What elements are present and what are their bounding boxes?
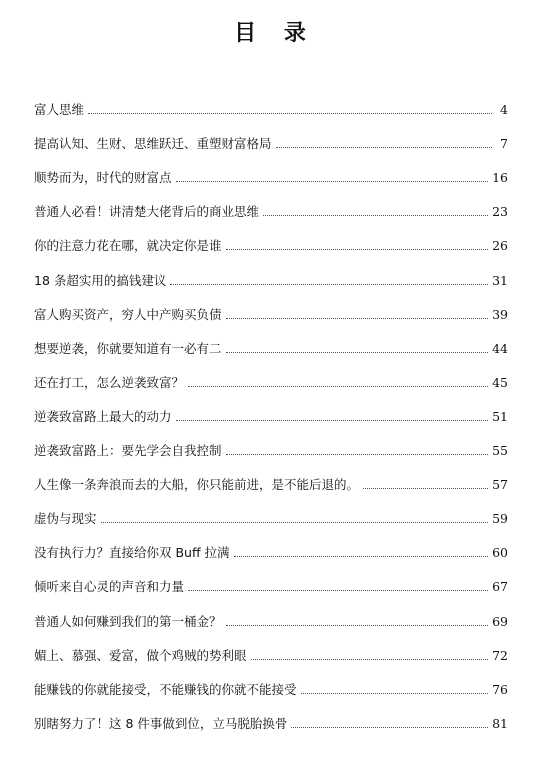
dot-leader xyxy=(88,112,492,114)
toc-entry-page-number: 45 xyxy=(492,374,508,390)
toc-entry-title: 人生像一条奔浪而去的大船，你只能前进，是不能后退的。 xyxy=(34,477,360,493)
toc-entry[interactable] xyxy=(34,425,508,459)
dot-leader xyxy=(226,624,489,626)
dot-leader xyxy=(301,692,489,694)
toc-entry-page-number: 4 xyxy=(500,102,508,118)
toc-entry-page-number: 39 xyxy=(492,306,508,322)
toc-entry-page-number: 26 xyxy=(492,238,508,254)
toc-entry-page-number: 76 xyxy=(492,681,508,697)
toc-entry-title: 别瞎努力了！这 8 件事做到位，立马脱胎换骨 xyxy=(34,715,288,731)
dot-leader xyxy=(226,351,489,353)
toc-entry-title: 顺势而为，时代的财富点 xyxy=(34,170,172,186)
toc-entry-page-number: 23 xyxy=(492,204,508,220)
toc-entry[interactable] xyxy=(34,595,508,629)
dot-leader xyxy=(234,555,489,557)
toc-entry-title: 没有执行力？直接给你双 Buff 拉满 xyxy=(34,545,230,561)
toc-entry-page-number: 51 xyxy=(492,408,508,424)
dot-leader xyxy=(188,385,488,387)
toc-entry[interactable] xyxy=(34,459,508,493)
toc-entry[interactable] xyxy=(34,152,508,186)
toc-entry[interactable] xyxy=(34,630,508,664)
toc-entry-title: 富人思维 xyxy=(34,102,85,118)
toc-entry[interactable] xyxy=(34,84,508,118)
dot-leader xyxy=(276,146,492,148)
toc-entry-title: 虚伪与现实 xyxy=(34,511,97,527)
toc-entry-title: 逆袭致富路上：要先学会自我控制 xyxy=(34,443,222,459)
toc-entry-page-number: 60 xyxy=(492,545,508,561)
toc-entry[interactable] xyxy=(34,391,508,425)
dot-leader xyxy=(363,487,488,489)
dot-leader xyxy=(226,317,489,319)
toc-entry[interactable] xyxy=(34,357,508,391)
toc-entry-title: 倾听来自心灵的声音和力量 xyxy=(34,579,185,595)
toc-entry-title: 18 条超实用的搞钱建议 xyxy=(34,272,167,288)
toc-entry-page-number: 7 xyxy=(500,136,508,152)
dot-leader xyxy=(101,521,489,523)
dot-leader xyxy=(226,248,489,250)
toc-entry[interactable] xyxy=(34,289,508,323)
toc-entry-title: 普通人必看！讲清楚大佬背后的商业思维 xyxy=(34,204,260,220)
toc-entry-page-number: 67 xyxy=(492,579,508,595)
toc-entry-page-number: 44 xyxy=(492,340,508,356)
toc-entry[interactable] xyxy=(34,664,508,698)
table-of-contents xyxy=(34,84,508,732)
toc-entry[interactable] xyxy=(34,527,508,561)
toc-entry-title: 你的注意力花在哪，就决定你是谁 xyxy=(34,238,222,254)
toc-entry-title: 还在打工，怎么逆袭致富？ xyxy=(34,374,185,390)
toc-entry-title: 普通人如何赚到我们的第一桶金？ xyxy=(34,613,222,629)
toc-entry[interactable] xyxy=(34,323,508,357)
dot-leader xyxy=(176,180,489,182)
toc-entry[interactable] xyxy=(34,493,508,527)
toc-entry[interactable] xyxy=(34,698,508,732)
dot-leader xyxy=(263,214,488,216)
toc-entry-page-number: 57 xyxy=(492,477,508,493)
toc-entry-title: 想要逆袭，你就要知道有一必有二 xyxy=(34,340,222,356)
toc-entry-title: 富人购买资产，穷人中产购买负债 xyxy=(34,306,222,322)
toc-entry-title: 逆袭致富路上最大的动力 xyxy=(34,408,172,424)
page-title: 目 录 xyxy=(234,20,316,46)
toc-entry[interactable] xyxy=(34,186,508,220)
dot-leader xyxy=(226,453,489,455)
toc-entry[interactable] xyxy=(34,118,508,152)
toc-entry-page-number: 72 xyxy=(492,647,508,663)
dot-leader xyxy=(170,283,488,285)
toc-entry[interactable] xyxy=(34,254,508,288)
dot-leader xyxy=(188,589,488,591)
toc-entry-page-number: 55 xyxy=(492,443,508,459)
toc-entry-page-number: 16 xyxy=(492,170,508,186)
toc-entry-title: 提高认知、生财、思维跃迁、重塑财富格局 xyxy=(34,136,272,152)
toc-entry-page-number: 69 xyxy=(492,613,508,629)
toc-entry-title: 能赚钱的你就能接受，不能赚钱的你就不能接受 xyxy=(34,681,297,697)
dot-leader xyxy=(176,419,489,421)
toc-entry-page-number: 31 xyxy=(492,272,508,288)
toc-entry-page-number: 81 xyxy=(492,715,508,731)
dot-leader xyxy=(251,658,489,660)
toc-entry[interactable] xyxy=(34,220,508,254)
toc-entry-title: 媚上、慕强、爱富，做个鸡贼的势利眼 xyxy=(34,647,247,663)
toc-entry-page-number: 59 xyxy=(492,511,508,527)
toc-entry[interactable] xyxy=(34,561,508,595)
dot-leader xyxy=(291,726,488,728)
